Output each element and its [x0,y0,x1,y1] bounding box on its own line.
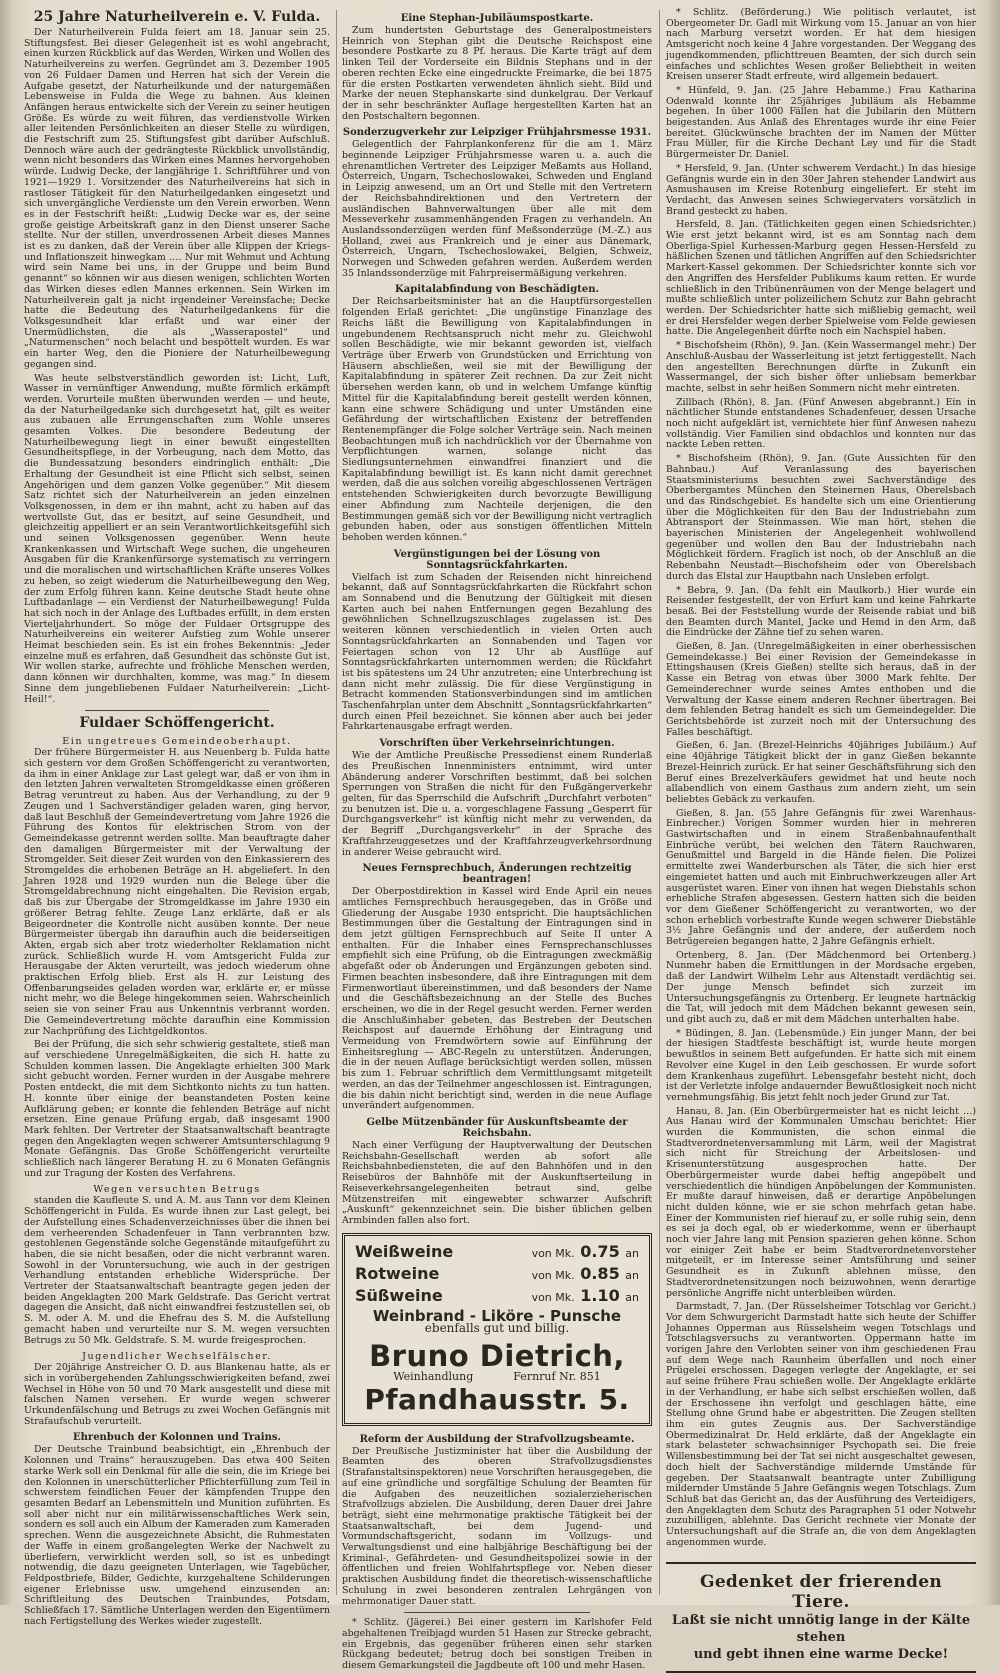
column-rule-1 [336,10,337,1595]
article-title-leipziger-messe: Sonderzugverkehr zur Leipziger Frühjahrsmesse 1931. [342,127,652,139]
ad-spirits-line: Weinbrand - Liköre - Punsche [372,1306,622,1325]
appeal-title: Gedenket der frierenden Tiere. [700,1572,942,1613]
article-paragraph: Der Preußische Justizminister hat über die Ausbildung der Beamten des oberen Strafvollzugsdienstes (Strafanstaltsinspektoren) neue Vorschriften herausgegeben, die auf eine gründliche und sorgfältige Schulung der Beamten für die Aufgaben des neuzeitlichen sozialerzieherischen Strafvollzugs abzielen. Die Ausbildung, deren Dauer drei Jahre beträgt, sieht eine mehrmonatige praktische Tätigkeit bei der Staatsanwaltschaft, bei dem Jugend- und Vormundschaftsgericht, sodann im Vollzugs- und Verwaltungsdienst und eine halbjährige Beschäftigung bei der Kriminal-, Gefährdeten- und Gesundheitspolizei sowie in der öffentlichen und freien Wohlfahrtspflege vor. Neben dieser praktischen Ausbildung findet die theoretisch-wissenschaftliche Schulung in zwei besonderen zentralen Lehrgängen von mehrmonatiger Dauer statt. [342,1445,652,1607]
wine-advertisement [342,1233,652,1426]
column-1 [24,8,330,1627]
news-item: Ortenberg, 8. Jan. (Der Mädchenmord bei Ortenberg.) Nunmehr haben die Ermittlungen in der Mordsache ergeben, daß der Landwirt Wilhelm Lehr aus Altenstadt verdächtig sei. Der junge Mensch befindet sich zurzeit im Untersuchungsgefängnis zu Ortenberg. Er leugnete hartnäckig die Tat, will jedoch mit dem Mädchen bekannt gewesen sein, und gibt auch zu, daß er mit dem Mädchen unterhalten habe. [666,949,976,1025]
article-paragraph: standen die Kaufleute S. und A. M. aus Tann vor dem Kleinen Schöffengericht in Fulda. Es wurde ihnen zur Last gelegt, bei der Aufstellung eines Schadenverzeichnisses über die ihnen bei dem verheerenden Schadenfeuer in Tann verbrannten bzw. gestohlenen Gegenstände solche Gegenstände mitaufgeführt zu haben, die sie nicht besaßen, oder die nicht verbrannt waren. Sowohl in der Voruntersuchung, wie auch in der gestrigen Verhandlung entstanden erhebliche Widersprüche. Der Vertreter der Staatsanwaltschaft beantragte gegen jeden der beiden Angeklagten 200 Mark Geldstrafe. Das Gericht vertrat dagegen die Ansicht, daß nicht einwandfrei festzustellen sei, ob S. M. oder A. M. und die Ehefrau des S. M. die Aufstellung gemacht haben und verurteilte nur S. M. wegen versuchten Betrugs zu 50 Mk. Geldstrafe. S. M. wurde freigesprochen. [24,1195,330,1346]
news-item: Hersfeld, 8. Jan. (Tätlichkeiten gegen einen Schiedsrichter.) Wie erst jetzt bekannt wird, ist es am Sonntag nach dem Oberliga-Spiel Kurhessen-Marburg gegen Hessen-Hersfeld zu häßlichen Szenen und tätlichen Angriffen auf den Schiedsrichter Markert-Kassel gekommen. Der Schiedsrichter konnte sich vor den Angriffen des Hersfelder Publikums kaum retten. Er wurde schließlich in den Tribünenräumen von der Menge belagert und mußte schließlich unter polizeilichem Schutz zur Bahn gebracht werden. Der Schiedsrichter hatte sich mißliebig gemacht, weil er drei Hersfelder wegen derber Spielweise vom Felde gewiesen hatte. Die Angelegenheit dürfte noch ein Nachspiel haben. [666,219,976,338]
ad-tagline: ebenfalls gut und billig. [424,1321,570,1336]
article-paragraph: Der frühere Bürgermeister H. aus Neuenberg b. Fulda hatte sich gestern vor dem Großen Schöffengericht zu verantworten, da ihm in einer Anklage zur Last gelegt war, daß er von ihm in den letzten Jahren verwalteten Stromgeldkasse einen größeren Betrag veruntreut zu haben. Aus der Verhandlung, zu der 9 Zeugen und 1 Sachverständiger geladen waren, ging hervor, daß laut Beschluß der Gemeindevertretung vom Jahre 1926 die Führung des Kontos für elektrischen Strom von der Gemeindekasse getrennt werden sollte. Man beauftragte daher den damaligen Bürgermeister mit der Verwaltung der Stromgelder. Seit dieser Zeit wurden von den Einkassierern des Stromgeldes die erhobenen Beträge an H. abgeliefert. In den Jahren 1928 und 1929 wurden nun die Belege über die Stromgeldabrechnung nicht eingehalten. Die Revision ergab, daß bis zur Übergabe der Stromgeldkasse im Jahre 1930 ein größerer Betrag fehlte. Zeuge Lanz erklärte, daß er als Beigeordneter die Kontrolle nicht ausüben konnte. Der neue Bürgermeister übergab ihn daraufhin auch die beiderseitigen Akten, ergab sich aber trotz wiederholter Reklamation nicht zurück. Schließlich wurde H. vom Amtsgericht Fulda zur Herausgabe der Akten verurteilt, was jedoch wiederum ohne praktischen Erfolg blieb. Erst als H. zur Leistung des Offenbarungseides geladen worden war, erklärte er, er müsse nicht mehr, wo die Belege hingekommen seien. Wahrscheinlich seien sie von seiner Frau aus Unkenntnis verbrannt worden. Die Gemeindevertretung möchte daraufhin eine Kommission zur Nachprüfung des Lichtgeldkontos. [24,747,330,1037]
ad-business-type: Weinhandlung [393,1370,474,1384]
article-title-naturheilverein: 25 Jahre Naturheilverein e. V. Fulda. [33,9,321,25]
ad-row-rotwein: Rotweine von Mk. 0.85 an [355,1263,639,1283]
news-item: * Bischofsheim (Rhön), 9. Jan. (Gute Aussichten für den Bahnbau.) Auf Veranlassung des bayerischen Staatsministeriums besuchten zwei Sachverständige des Oberbergamtes München den Steinernen Haus, Oberelsbach und das Rindschgebiet. Es handelte sich um eine Orientierung über die Möglichkeiten für den Bau der Industriebahn zum Abtransport der Steinmassen. Wie man hört, stehen die bayerischen Ministerien der Angelegenheit wohlwollend gegenüber und wollen den Bau der Industriebahn nach Möglichkeit fördern. Fraglich ist noch, ob der Anschluß an die Rebenbahn Neustadt—Bischofsheim oder von Oberelsbach durch das Elstal zur Hauptbahn nach Unsleben erfolgt. [666,453,976,582]
article-paragraph: Der Naturheilverein Fulda feiert am 18. Januar sein 25. Stiftungsfest. Bei dieser Gelegenheit ist es wohl angebracht, einen kurzen Rückblick auf das Werden, Wirken und Wollen des Naturheilvereins zu werfen. Gegründet am 3. Dezember 1905 von 26 Fuldaer Damen und Herren hat sich der Verein die Aufgabe gesetzt, der Naturheilkunde und der naturgemäßen Lebensweise in Fulda die Wege zu bahnen. Aus kleinen Anfängen heraus entwickelte sich der Verein zu seiner heutigen Größe. Es würde zu weit führen, das verdienstvolle Wirken aller leitenden Persönlichkeiten an dieser Stelle zu würdigen, die Festschrift zum 25. Stiftungsfest gibt darüber Aufschluß. Dennoch wäre auch der gedrängteste Rückblick unvollständig, wenn nicht besonders das Wirken eines Mannes hervorgehoben würde. Ludwig Decke, der langjährige 1. Schriftführer und von 1921—1929 1. Vorsitzender des Naturheilvereins hat sich in rastloser Tätigkeit für den Naturheilgedanken eingesetzt und sich unvergängliche Verdienste um den Verein erworben. Wenn es in der Festschrift heißt: „Ludwig Decke war es, der seine große geistige Arbeitskraft ganz in den Dienst unserer Sache stellte. Nur der stillen, unverdrossenen Arbeit dieses Mannes ist es zu danken, daß der Verein über alle Klippen der Kriegs- und Inflationszeit hinwegkam …. Nur mit Wehmut und Achtung wird sein Name bei uns, in der Gruppe und beim Bund genannt“ so können wir aus diesen wenigen, schlichten Worten das Wirken dieses edlen Mannes erkennen. Sein Wirken im Naturheilverein galt ja nicht irgendeiner Vereinsfache; Decke hatte die Bedeutung des Naturheilgedankens für die Volksgesundheit klar erfaßt und war einer der Unermüdlichsten, die als „Wasserapostel“ und „Naturmenschen“ noch belacht und bespöttelt wurden. Es war ein harter Weg, den die Pioniere der Naturheilbewegung gegangen sind. [24,27,330,370]
news-item: * Bischofsheim (Rhön), 9. Jan. (Kein Wassermangel mehr.) Der Anschluß-Ausbau der Wasserleitung ist jetzt fertiggestellt. Nach den angestellten Berechnungen dürfte in Zukunft ein Wassermangel, der sich bisher öfter unliebsam bemerkbar machte, selbst in sehr heißen Sommern nicht mehr eintreten. [666,340,976,394]
article-title-stephan: Eine Stephan-Jubiläumspostkarte. [400,13,594,24]
left-shadow [0,0,12,1605]
article-paragraph: Vielfach ist zum Schaden der Reisenden nicht hinreichend bekannt, daß auf Sonntagsrückfahrkarten die Rückfahrt schon am Sonnabend und die Benutzung der Gültigkeit mit diesen Karten auch bei nahen Entfernungen gegen Bezahlung des gewöhnlichen Schnellzugszuschlages zugelassen ist. Des weiteren können verschiedentlich in vielen Orten auch Sonntagsrückfahrkarten an Sonnabenden und Tagen vor Feiertagen schon von 12 Uhr ab Ausflüge auf Sonntagsrückfahrkarten unternommen werden; die Rückfahrt ist bis spätestens um 24 Uhr anzutreten; eine Unterbrechung ist dann nicht mehr zulässig. Die für diese Vergünstigung in Betracht kommenden Stationsverbindungen sind im amtlichen Taschenfahrplan unter dem Abschnitt „Sonntagsrückfahrkarten“ durch einen Pfeil bezeichnet. Sie können aber auch bei jeder Fahrkartenausgabe erfragt werden. [342,571,652,733]
article-paragraph: Bei der Prüfung, die sich sehr schwierig gestaltete, stieß man auf verschiedene Unregelmäßigkeiten, die sich H. hatte zu Schulden kommen lassen. Die Angeklagte erhielten 300 Mark sicht gebucht worden. Ferner wurden in der Ausgabe mehrere Posten entdeckt, die mit dem Sichtkonto nichts zu tun hatten. H. konnte über einige der beanstandeten Posten keine Aufklärung geben; er konnte die fehlenden Beträge auf nicht ersetzen. Eine genaue Prüfung ergab, daß insgesamt 1900 Mark fehlten. Der Vertreter der Staatsanwaltschaft beantragte gegen den Angeklagten wegen schwerer Amtsunterschlagung 9 Monate Gefängnis. Das Große Schöffengericht verurteilte schließlich nach längerer Beratung H. zu 6 Monaten Gefängnis und zur Tragung der Kosten des Verfahrens. [24,1039,330,1179]
news-item: Gießen, 6. Jan. (Brezel-Heinrichs 40jähriges Jubiläum.) Auf eine 40jährige Tätigkeit blickt der in ganz Gießen bekannte Brezel-Heinrich zurück. Er hat seiner Geschäftsführung sich den Beruf eines Brezelverkäufers gewidmet hat und heute noch allabendlich von einem Gasthaus zum andern zieht, um sein beliebtes Gebäck zu verkaufen. [666,740,976,805]
article-title-muetzenbaender: Gelbe Mützenbänder für Auskunftsbeamte der Reichsbahn. [366,1116,628,1139]
article-paragraph: Der Reichsarbeitsminister hat an die Hauptfürsorgestellen folgenden Erlaß gerichtet: „Die ungünstige Finanzlage des Reichs läßt die Bewilligung von Kapitalabfindungen in ungebundenem Rechtsanspruch nicht mehr zu. Gleichwohl sollen Beschädigte, wie mir bekannt geworden ist, vielfach Verträge über Erwerb von Grundstücken und Errichtung von Häusern abschließen, weil sie mit der Bewilligung der Kapitalabfindung in späterer Zeit rechnen. Da zur Zeit nicht übersehen werden kann, ob und in welchem Umfange künftig Mittel für die Kapitalabfindung bereit gestellt werden können, kann eine schwere Schädigung und unter Umständen eine Gefährdung der wirtschaftlichen Existenz der betreffenden Rentenempfänger die Folge solcher Verträge sein. Nach meinen Beobachtungen muß ich nachdrücklich vor der Übernahme von Verpflichtungen warnen, solange nicht das Siedlungsunternehmen einwandfrei finanziert und die Kapitalabfindung bewilligt ist. Es kann nicht damit gerechnet werden, daß die aus solchen voreilig abgeschlossenen Verträgen entstehenden Schwierigkeiten durch bevorzugte Bewilligung einer Abfindung zum Nachteile derjenigen, die den Bestimmungen gemäß sich vor der Bewilligung nicht vertraglich gebunden haben, oder aus sonstigen öffentlichen Mitteln behoben werden können.“ [342,296,652,543]
column-2 [342,8,652,1672]
article-title-kapitalabfindung: Kapitalabfindung von Beschädigten. [395,284,599,296]
column-rule-2 [659,10,660,1595]
divider [85,710,269,711]
ad-row-weisswein: Weißweine von Mk. 0.75 an [355,1241,639,1261]
article-title-fernsprechbuch: Neues Fernsprechbuch, Änderungen rechtzeitig beantragen! [362,863,632,886]
article-paragraph: Was heute selbstverständlich geworden ist: Licht, Luft, Wasser in vernünftiger Anwendung, mußte förmlich erkämpft werden. Vorurteile mußten überwunden werden — und heute, da der Naturheilgedanke sich durchgesetzt hat, gilt es weiter aus zubauen alle Errungenschaften zum Wohle unseres gesamten Volkes. Die besondere Bedeutung der Naturheilbewegung liegt in einer bewußt eingestellten Gesundheitspflege, in der Vorbeugung, nach dem Motto, das die Bundessatzung besonders eindringlich enthält: „Die Erhaltung der Gesundheit ist eine Pflicht sich selbst, seinen Angehörigen und dem ganzen Volke gegenüber.“ Mit diesem Satz richtet sich der Naturheilverein an jeden einzelnen Volksgenossen, in dem er ihn mahnt, acht zu haben auf das wertvollste Gut, das er besitzt, auf seine Gesundheit, und gleichzeitig appelliert er an sein Verantwortlichkeitsgefühl sich und seinen Volksgenossen gegenüber. Wenn heute Krankenkassen und Wirtschaft Wege suchen, die ungeheuren Ausgaben für die Krankenfürsorge systematisch zu verringern und die moralischen und wirtschaftlichen Kräfte unseres Volkes zu heben, so zeigt wiederum die Naturheilbewegung den Weg, der zum Erfolg führen kann. Keine deutsche Stadt heute ohne Luftbadanlage — ein Verdienst der Naturheilbewegung! Fulda hat sich noch in der Anlage des Luftbades erfüllt, in dem ersten Vierteljahrhundert. So möge der Fuldaer Ortsgruppe des Naturheilvereins ein weiterer Aufstieg zum Wohle unserer Heimat beschieden sein. Es ist ein frohes Bekenntnis: „Jeder einzelne muß es erfahren, daß Gesundheit das schönste Gut ist. Wir wollen starke, aufrechte und fröhliche Menschen werden, dann können wir durchhalten, komme, was mag.“ In diesem Sinne dem jungebliebenen Fuldaer Naturheilverein: „Licht-Heil!“. [24,372,330,705]
news-item: Hanau, 8. Jan. (Ein Oberbürgermeister hat es nicht leicht …) Aus Hanau wird der Kommunalen Umschau berichtet: Hier wurden die Kommunisten, die schon einmal die Stadtverordnetenversammlung mit Lärm, weil der Magistrat sich nicht für Streichung der Arbeitslosen- und Krisenunterstützung ausgesprochen hatte. Der Oberbürgermeister wurde dabei heftig angepöbelt und verschiedentlich die hündigen Anpöbelungen der Kommunisten. Er mußte darauf hinweisen, daß er derartige Anpöbelungen nicht dulden könne, wie er sie schon mehrfach getan habe. Einer der Kommunisten rief hierauf zu, er solle ruhig sein, denn es sei ja doch egal, ob er wiederkomme, wenn er überhaupt noch vier Jahre lang mit Pension spazieren gehen könne. Schon vor einiger Zeit habe er beim Stadtverordnetenvorsteher mitgeteilt, er im Interesse seiner Amtsführung und seiner Gesundheit es in Zukunft ablehnen müsse, den Stadtverordnetensitzungen noch beizuwohnen, wenn derartige persönliche Angriffe nicht unterbleiben würden. [666,1105,976,1299]
news-item: Zillbach (Rhön), 8. Jan. (Fünf Anwesen abgebrannt.) Ein in nächtlicher Stunde entstandenes Schadenfeuer, dessen Ursache noch nicht aufgeklärt ist, vernichtete hier fünf Anwesen nahezu vollständig. Vier Familien sind obdachlos und konnten nur das nackte Leben retten. [666,396,976,451]
article-paragraph: * Schlitz. (Jägerei.) Bei einer gestern im Karlshofer Feld abgehaltenen Treibjagd wurden 51 Hasen zur Strecke gebracht, ein Ergebnis, das gegenüber früheren einen sehr starken Rückgang bedeutet; betrug doch bei sonstigen Treiben in diesem Gemarkungsteil die Jagdbeute oft 100 und mehr Hasen. [342,1617,652,1672]
article-paragraph: Der 20jährige Anstreicher O. D. aus Blankenau hatte, als er sich in vorübergehenden Zahlungsschwierigkeiten befand, zwei Wechsel in Höhe von 50 und 70 Mark ausgestellt und diese mit falschen Namen versehen. Er wurde wegen schwerer Urkundenfälschung und Betrugs zu zwei Wochen Gefängnis mit Strafaufschub verurteilt. [24,1362,330,1427]
ad-subline [355,1372,639,1383]
ad-row-suesswein: Süßweine von Mk. 1.10 an [355,1285,639,1305]
article-paragraph: Der Deutsche Trainbund beabsichtigt, ein „Ehrenbuch der Kolonnen und Trains“ herauszugeben. Das etwa 400 Seiten starke Werk soll ein Denkmal für alle die sein, die im Kriege bei den Kolonnen in unerschütterlicher Pflichterfüllung zum Teil in schwerstem feindlichen Feuer der kämpfenden Truppe den gesamten Bedarf an Lebensmitteln und Munition zuführten. Es soll aber nicht nur ein militärwissenschaftliches Werk sein, sondern es soll auch ein Album der Kameraden zum Kameraden sprechen. Wenn die ausgezeichnete Absicht, die Ruhmestaten der Waffe in einem großangelegten Werke der Nachwelt zu überliefern, verwirklicht werden soll, so ist es unbedingt notwendig, die dazu geeigneten Unterlagen, wie Tagebücher, Feldpostbriefe, Bilder, Gedichte, kurzgehaltene Schilderungen eigener Erlebnisse usw. umgehend einzusenden an: Schriftleitung des Deutschen Trainbundes, Potsdam, Schließfach 17. Sämtliche Unterlagen werden den Eigentümern nach Fertigstellung des Werkes wieder zugestellt. [24,1444,330,1627]
news-item: * Schlitz. (Beförderung.) Wie politisch verlautet, ist Obergeometer Dr. Gadl mit Wirkung vom 15. Januar an von hier nach Marburg versetzt worden. Er hat dem hiesigen Amtsgericht noch keine 4 Jahre vorgestanden. Der Weggang des jugendkommenden, pflichttreuen Beamten, der sich durch sein einfaches und schlichtes Wesen großer Beliebtheit in weiten Kreisen unserer Stadt erfreute, wird allgemein bedauert. [666,7,976,83]
news-item: * Bebra, 9. Jan. (Da fehlt ein Maulkorb.) Hier wurde ein Reisender festgestellt, der von Erfurt kam und keine Fahrkarte besaß. Bei der Feststellung wurde der Reisende rabiat und biß den Beamten durch Mantel, Jacke und Hemd in den Arm, daß die Eindrücke der Zähne tief zu sehen waren. [666,584,976,639]
animal-appeal-box [666,1562,976,1673]
ad-company-name: Bruno Dietrich, [369,1339,625,1374]
news-item: * Hersfeld, 9. Jan. (Unter schwerem Verdacht.) In das hiesige Gefängnis wurde ein in den 30er Jahren stehender Landwirt aus Asmushausen im Kreise Rotenburg eingeliefert. Er steht im Verdacht, das Anwesen seines Schwiegervaters vorsätzlich in Brand gesteckt zu haben. [666,162,976,217]
article-title-schoeffengericht: Fuldaer Schöffengericht. [79,715,275,732]
right-shadow [988,0,1000,1605]
subheading-betrug: Wegen versuchten Betrugs [93,1184,261,1196]
news-item: * Büdingen, 8. Jan. (Lebensmüde.) Ein junger Mann, der bei der hiesigen Stadtfeste beschäftigt ist, wurde heute morgen bewußtlos in seinem Bett aufgefunden. Er hatte sich mit einem Revolver eine Kugel in den Leib geschossen. Er wurde sofort dem Krankenhaus zugeführt. Lebensgefahr besteht nicht, doch ist der Verletzte infolge andauernder Bewußtlosigkeit noch nicht vernehmungsfähig. Bis jetzt fehlt noch jeder Grund zur Tat. [666,1027,976,1103]
appeal-line-1: Laßt sie nicht unnötig lange in der Kälte stehen [671,1613,971,1646]
news-item: Darmstadt, 7. Jan. (Der Rüsselsheimer Totschlag vor Gericht.) Vor dem Schwurgericht Darmstadt hatte sich heute der Schiffer Johannes Opperman aus Rüsselsheim wegen Totschlags und Totschlagsversuchs zu verantworten. Oppermann hatte im vorigen Jahre den Verlobten seiner von ihm geschiedenen Frau auf dem Wege nach Raunheim überfallen und noch einer Prügelei erschossen. Dagegen verlegte der Angeklagte, er sei auf seine frühere Frau schießen wolle. Der Angeklagte erklärte in der Verhandlung, er habe sich selbst erschießen wollen, daß der Erschossene ihn verfolgt und geschlagen hätte, eine Stellung ohne Grund habe er abgestritten. Die Zeugen stellten ihm ein gutes Zeugnis aus. Der Sachverständige Obermedizinalrat Dr. Held erklärte, daß der Angeklagte ein stark belasteter schwachsinniger Psychopath sei. Die freie Willensbestimmung bei der Tat sei nicht ausgeschaltet gewesen, doch hielt der Sachverständige mildernde Umstände für gegeben. Der Staatsanwalt beantragte unter Zubilligung mildernder Umstände 5 Jahre Gefängnis wegen Totschlags. Zum Schluß bat das Gericht an, das der Ausführung des Verteidigers, den Angeklagten dem Schutz des Paragraphen 51 oder Notwehr zuzubilligen, ablehnte. Das Gericht rechnete vier Monate der Untersuchungshaft auf die Strafe an, die von dem Angeklagten angenommen wurde. [666,1301,976,1548]
divider [404,1612,590,1613]
subheading-gemeindeoberhaupt: Ein ungetreues Gemeindeoberhaupt. [62,736,292,748]
appeal-line-2: und gebt ihnen eine warme Decke! [693,1647,949,1663]
news-item: Gießen, 8. Jan. (55 Jahre Gefängnis für zwei Warenhaus-Einbrecher.) Vorigen Sommer wurden hier in mehreren Gastwirtschaften und in einem Straßenbahnaufenthalt Einbrüche verübt, bei welchen den Tätern Rauchwaren, Genußmittel und Bargeld in die Hände fielen. Die Polizei ermittelte zwei Wanderburschen als Täter, die sich hier erst eingemietet hatten und auch mit Einbruchwerkzeugen aller Art ausgerüstet waren. Einer von ihnen hat wegen Diebstahls schon erhebliche Strafen abgesessen. Gestern hatten sich die beiden vor dem Gießener Schöffengericht zu verantworten, wo der schon erheblich vorbestrafte Kunde wegen schwerer Diebstähle 3½ Jahre Gefängnis und der andere, der außerdem noch Betrügereien begangen hatte, 2 Jahre Gefängnis erhielt. [666,807,976,948]
article-title-strafvollzug: Reform der Ausbildung der Strafvollzugsbeamte. [359,1433,635,1445]
article-paragraph: Nach einer Verfügung der Hauptverwaltung der Deutschen Reichsbahn-Gesellschaft werden ab sofort alle Reichsbahnbediensteten, die auf den Bahnhöfen und in den Reisebüros der Bahnhöfe mit der Auskunftserteilung in Reiseverkehrsangelegenheiten betraut sind, gelbe Mützenstreifen mit eingewebter schwarzer Aufschrift „Auskunft“ gekennzeichnet sein. Die bisher üblichen gelben Armbinden fallen also fort. [342,1139,652,1226]
article-title-sonntagsrueckfahrkarten: Vergünstigungen bei der Lösung von Sonntagsrückfahrkarten. [393,548,601,571]
article-paragraph: Gelegentlich der Fahrplankonferenz für die am 1. März beginnende Leipziger Frühjahrsmesse waren u. a. auch die ehrenamtlichen Vertreter des Leipziger Meßamts aus Holland, Österreich, Ungarn, Tschechoslowakei, Schweden und England in Leipzig anwesend, um an Ort und Stelle mit den Vertretern der Reichsbahndirektionen und den Vertretern der ausländischen Bahnverwaltungen über alle mit dem Messeverkehr zusammenhängenden Fragen zu verhandeln. An Auslandssonderzügen werden fünf Meßsonderzüge (M.-Z.) aus Holland, zwei aus Frankreich und je einer aus Dänemark, Österreich, Ungarn, Tschechoslowakei, Belgien, Schweiz, Norwegen und Schweden gefahren werden. Außerdem werden 35 Inlandssonderzüge mit Fahrpreisermäßigung verkehren. [342,139,652,279]
article-paragraph: Der Oberpostdirektion in Kassel wird Ende April ein neues amtliches Fernsprechbuch herausgegeben, das in Größe und Gliederung der Ausgabe 1930 entspricht. Die hauptsächlichen Bestimmungen über die Gestaltung der Eintragungen sind in dem jetzt gültigen Fernsprechbuch auf Seite II unter A enthalten. Für die Inhaber eines Fernsprechanschlusses empfiehlt sich eine Prüfung, ob die Eintragungen zweckmäßig abgefaßt oder ob Änderungen und Ergänzungen geboten sind. Firmen beachten insbesondere, daß ihre Eintragungen mit dem Firmenwortlaut übereinstimmen, und daß besonders der Name und die Geschäftsbezeichnung an der Stelle des Buches erscheinen, wo die in der Regel gesucht werden. Ferner werden die Anschlußinhaber gebeten, das Bestreben der Deutschen Reichspost auf dauernde Erhöhung der Eintragung und Vermeidung von Fremdwörtern sowie auf Einführung der Einheitsreglung — ABC-Regeln zu unterstützen. Änderungen, die in der neuen Auflage berücksichtigt werden sollen, müssen bis zum 1. Februar schriftlich dem Vermittlungsamt mitgeteilt werden, an das der Teilnehmer angeschlossen ist. Eintragungen, die bis dahin nicht berichtigt sind, werden in die neue Auflage unverändert aufgenommen. [342,886,652,1112]
column-3 [666,7,976,1663]
article-paragraph: Zum hundertsten Geburtstage des Generalpostmeisters Heinrich von Stephan gibt die Deutsche Reichspost eine besondere Postkarte zu 8 Pf. heraus. Die Karte trägt auf dem linken Teil der Vorderseite ein Bildnis Stephans und in der oberen rechten Ecke eine eingedruckte Freimarke, die bei 1875 für die ersten Postkarten verwendeten ähnlich sieht. Bild und Marke der neuen Stephanskarte sind dunkelgrau. Der Verkauf der in sehr beschränkter Auflage hergestellten Karten hat an den Postschaltern begonnen. [342,25,652,122]
ad-address: Pfandhausstr. 5. [364,1382,630,1416]
news-item: * Hünfeld, 9. Jan. (25 Jahre Hebamme.) Frau Katharina Odenwald konnte ihr 25jähriges Jubiläum als Hebamme begehen. In über 1000 Fällen hat die Jubilarin den Müttern beigestanden. Aus Anlaß des Ehrentages wurde ihr eine Feier bereitet. Glückwünsche brachten der im Namen der Mütter Frau Müller, für die Kirche Dechant Ley und für die Stadt Bürgermeister Dr. Daniel. [666,84,976,161]
subheading-wechselfaelscher: Jugendlicher Wechselfälscher. [82,1351,272,1363]
news-item: Gießen, 8. Jan. (Unregelmäßigkeiten in einer oberhessischen Gemeindekasse.) Bei einer Revision der Gemeindekasse in Ettingshausen (Kreis Gießen) stellte sich heraus, daß in der Kasse ein Betrag von etwas über 3000 Mark fehlte. Der Gemeinderechner wurde seines Amtes enthoben und die Verwaltung der Kasse einem anderen Rechner übertragen. Bei dem fehlenden Betrag handelt es sich um Gemeindegelder. Die Gerichtsbehörde ist zurzeit noch mit der Untersuchung des Falles beschäftigt. [666,641,976,738]
ad-phone: Fernruf Nr. 851 [513,1370,601,1384]
article-paragraph: Wie der Amtliche Preußische Pressedienst einem Runderlaß des Preußischen Innenministers entnimmt, wird unter Abänderung anderer Vorschriften bestimmt, daß bei solchen Sperrungen von Straßen die nicht für den Fußgängerverkehr gelten, für das Sperrschild die Aufschrift „Durchfahrt verboten“ zu benutzen ist. Die u. a. vorgeschlagene Fassung „Gesperrt für Durchgangsverkehr“ ist künftig nicht mehr zu verwenden, da der Begriff „Durchgangsverkehr“ in der Sprache des Kraftfahrzeuggesetzes und der Kraftfahrzeugverkehrsordnung in anderer Weise gebraucht wird. [342,750,652,858]
article-title-ehrenbuch: Ehrenbuch der Kolonnen und Trains. [73,1432,281,1444]
article-title-verkehrseinrichtungen: Vorschriften über Verkehrseinrichtungen. [379,738,615,750]
